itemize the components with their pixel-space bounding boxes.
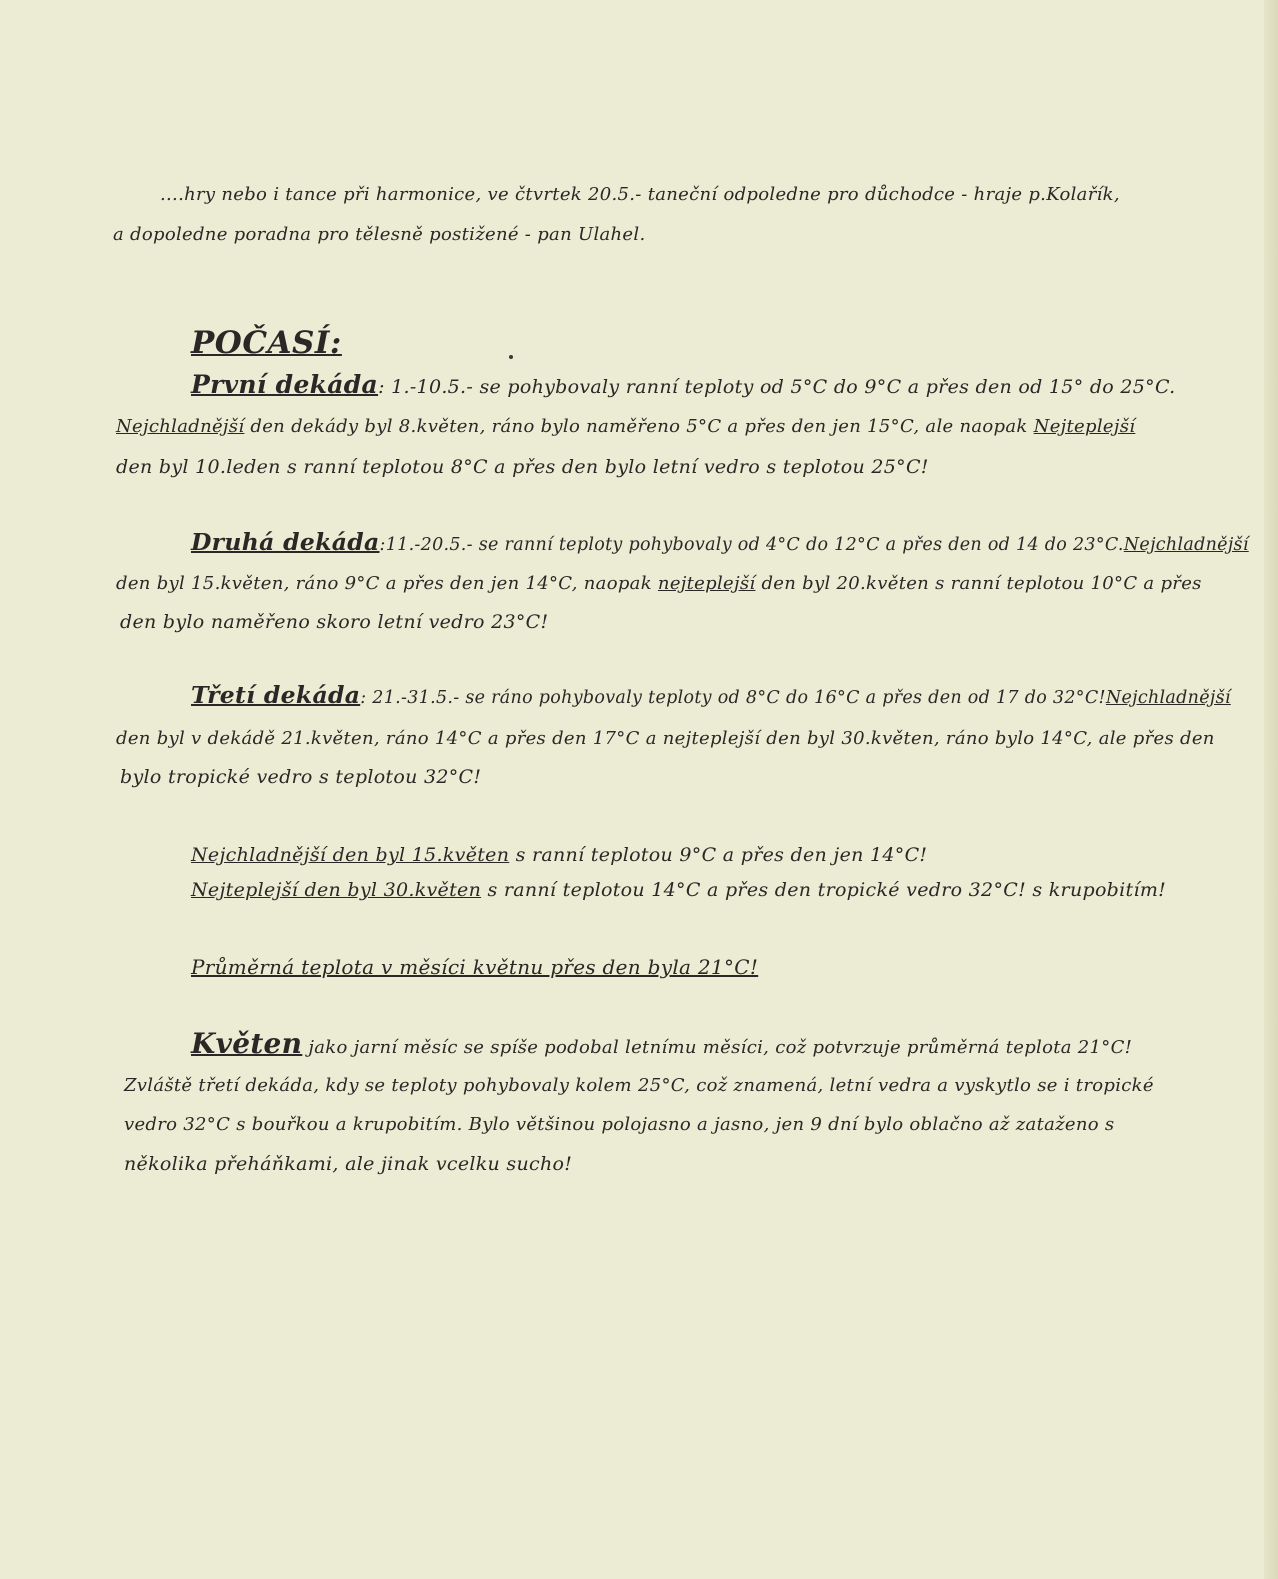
- druha-line-2: [116, 572, 1202, 596]
- summary-warmest-label: Nejteplejší den byl 30.květen: [191, 879, 482, 901]
- summary-warmest-text: s ranní teplotou 14°C a přes den tropické vedro 32°C! s krupobitím!: [481, 879, 1167, 901]
- summary-warmest: [191, 878, 1166, 902]
- treti-line-2: den byl v dekádě 21.květen, ráno 14°C a přes den 17°C a nejteplejší den byl 30.květen, ráno bylo 14°C, ale přes den: [116, 728, 1215, 749]
- treti-text-1: : 21.-31.5.- se ráno pohybovaly teploty od 8°C do 16°C a přes den od 17 do 32°C!: [360, 688, 1106, 708]
- prvni-coldest-word: Nejchladnější: [116, 416, 245, 437]
- kveten-line-2: Zvláště třetí dekáda, kdy se teploty pohybovaly kolem 25°C, což znamená, letní vedra a vyskytlo se i tropické: [124, 1075, 1154, 1096]
- treti-coldest-word: Nejchladnější: [1105, 688, 1231, 708]
- druha-label: Druhá dekáda: [191, 528, 380, 556]
- druha-text-3: den byl 20.květen s ranní teplotou 10°C a přes: [755, 573, 1202, 594]
- prvni-line-2: [116, 415, 1135, 439]
- page-title: POČASÍ:: [191, 325, 342, 361]
- druha-text-1: :11.-20.5.- se ranní teploty pohybovaly od 4°C do 12°C a přes den od 14 do 23°C.: [379, 535, 1124, 555]
- summary-coldest-text: s ranní teplotou 9°C a přes den jen 14°C!: [509, 844, 928, 866]
- druha-line-3: den bylo naměřeno skoro letní vedro 23°C!: [120, 611, 549, 633]
- prvni-line-1: [191, 370, 1176, 399]
- treti-line-1: [191, 683, 1231, 710]
- kveten-text-1: jako jarní měsíc se spíše podobal letnímu měsíci, což potvrzuje průměrná teplota 21°C!: [302, 1037, 1133, 1058]
- kveten-label: Květen: [191, 1027, 303, 1060]
- druha-text-2: den byl 15.květen, ráno 9°C a přes den jen 14°C, naopak: [116, 573, 658, 594]
- kveten-line-3: vedro 32°C s bouřkou a krupobitím. Bylo většinou polojasno a jasno, jen 9 dní bylo oblačno až zataženo s: [124, 1114, 1115, 1135]
- prvni-label: První dekáda: [191, 370, 379, 399]
- prvni-text-2: den dekády byl 8.květen, ráno bylo naměřeno 5°C a přes den jen 15°C, ale naopak: [244, 416, 1034, 437]
- intro-line-2: a dopoledne poradna pro tělesně postižené - pan Ulahel.: [113, 224, 646, 245]
- druha-warmest-word: nejteplejší: [657, 573, 756, 594]
- prvni-text-1: : 1.-10.5.- se pohybovaly ranní teploty od 5°C do 9°C a přes den od 15° do 25°C.: [378, 376, 1176, 398]
- prvni-line-3: den byl 10.leden s ranní teplotou 8°C a přes den bylo letní vedro s teplotou 25°C!: [116, 456, 929, 478]
- kveten-line-1: [191, 1027, 1133, 1060]
- druha-line-1: [191, 530, 1249, 557]
- treti-line-3: bylo tropické vedro s teplotou 32°C!: [120, 766, 482, 788]
- kveten-line-4: několika přeháňkami, ale jinak vcelku sucho!: [124, 1153, 573, 1175]
- ink-dot: [509, 355, 513, 359]
- prvni-warmest-word: Nejteplejší: [1033, 416, 1136, 437]
- druha-coldest-word: Nejchladnější: [1123, 535, 1249, 555]
- treti-label: Třetí dekáda: [191, 681, 361, 709]
- summary-average: Průměrná teplota v měsíci květnu přes den byla 21°C!: [191, 955, 759, 979]
- summary-coldest-label: Nejchladnější den byl 15.květen: [191, 844, 510, 866]
- intro-line-1: ....hry nebo i tance při harmonice, ve čtvrtek 20.5.- taneční odpoledne pro důchodce - hraje p.Kolařík,: [160, 184, 1120, 205]
- summary-coldest: [191, 843, 927, 867]
- page-edge: [1264, 0, 1278, 1579]
